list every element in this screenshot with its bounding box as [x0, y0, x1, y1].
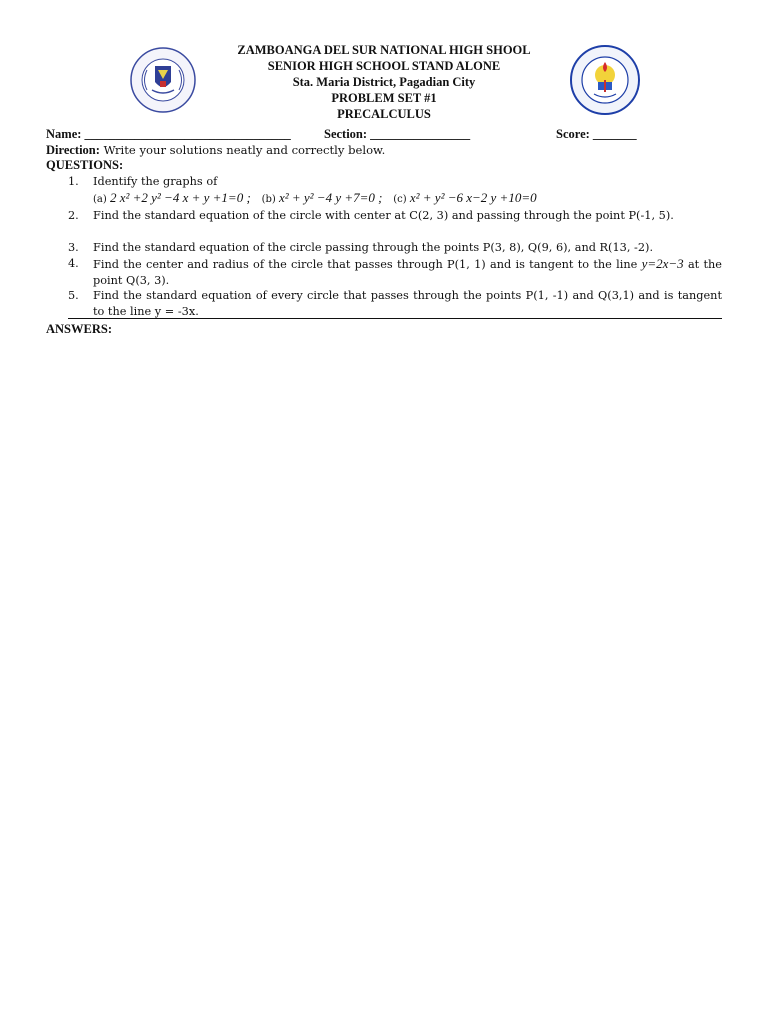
- question-text: Find the standard equation of every circle that passes through the points P(1, -1) and Q(3,1) and is tangent to the line y = -3x.: [93, 289, 722, 318]
- student-fields: [46, 127, 726, 143]
- question-text-end: at the point Q(3, 3).: [93, 258, 722, 287]
- question-text: Identify the graphs of: [93, 175, 218, 188]
- school-name: ZAMBOANGA DEL SUR NATIONAL HIGH SHOOL: [237, 43, 531, 57]
- section-field[interactable]: Section: ________________: [324, 127, 471, 141]
- graph-a-equation: 2 x² +2 y² −4 x + y +1=0 ;: [109, 190, 251, 205]
- question-number: 2.: [68, 209, 79, 222]
- graph-b-label: (b): [261, 194, 279, 205]
- questions-heading: QUESTIONS:: [46, 158, 124, 172]
- school-division: SENIOR HIGH SCHOOL STAND ALONE: [267, 59, 501, 73]
- question-5: [68, 288, 722, 320]
- school-location: Sta. Maria District, Pagadian City: [292, 75, 476, 89]
- line-equation: y=2x−3: [641, 256, 684, 271]
- direction-text: Write your solutions neatly and correctly below.: [99, 143, 386, 157]
- graph-c-label: (c): [393, 194, 410, 205]
- answers-area[interactable]: [46, 340, 726, 1000]
- section-divider: [68, 318, 722, 319]
- question-1: [68, 174, 722, 190]
- question-number: 5.: [68, 289, 79, 302]
- question-number: 1.: [68, 175, 79, 188]
- answers-heading: ANSWERS:: [46, 322, 112, 336]
- document-header: [0, 42, 768, 122]
- question-2: [68, 208, 722, 224]
- question-text: Find the center and radius of the circle that passes through P(1, 1) and is tangent to the line: [93, 258, 638, 271]
- name-field[interactable]: Name: _________________________________: [46, 127, 291, 141]
- question-1-graphs: [68, 190, 722, 208]
- question-text: Find the standard equation of the circle passing through the points P(3, 8), Q(9, 6), and R(13, -2).: [93, 241, 654, 254]
- problem-set-title: PROBLEM SET #1: [331, 91, 437, 105]
- score-field[interactable]: Score: _______: [556, 127, 637, 141]
- subject-title: PRECALCULUS: [337, 107, 431, 121]
- question-4: [68, 256, 722, 289]
- direction-line: [46, 143, 385, 158]
- direction-label: Direction:: [46, 143, 100, 157]
- graph-c-equation: x² + y² −6 x−2 y +10=0: [409, 190, 537, 205]
- graph-b-equation: x² + y² −4 y +7=0 ;: [278, 190, 383, 205]
- graph-a-label: (a): [93, 194, 110, 205]
- question-number: 4.: [68, 257, 79, 270]
- question-number: 3.: [68, 241, 79, 254]
- question-text: Find the standard equation of the circle with center at C(2, 3) and passing through the point P(-1, 5).: [93, 209, 674, 222]
- question-3: [68, 240, 722, 256]
